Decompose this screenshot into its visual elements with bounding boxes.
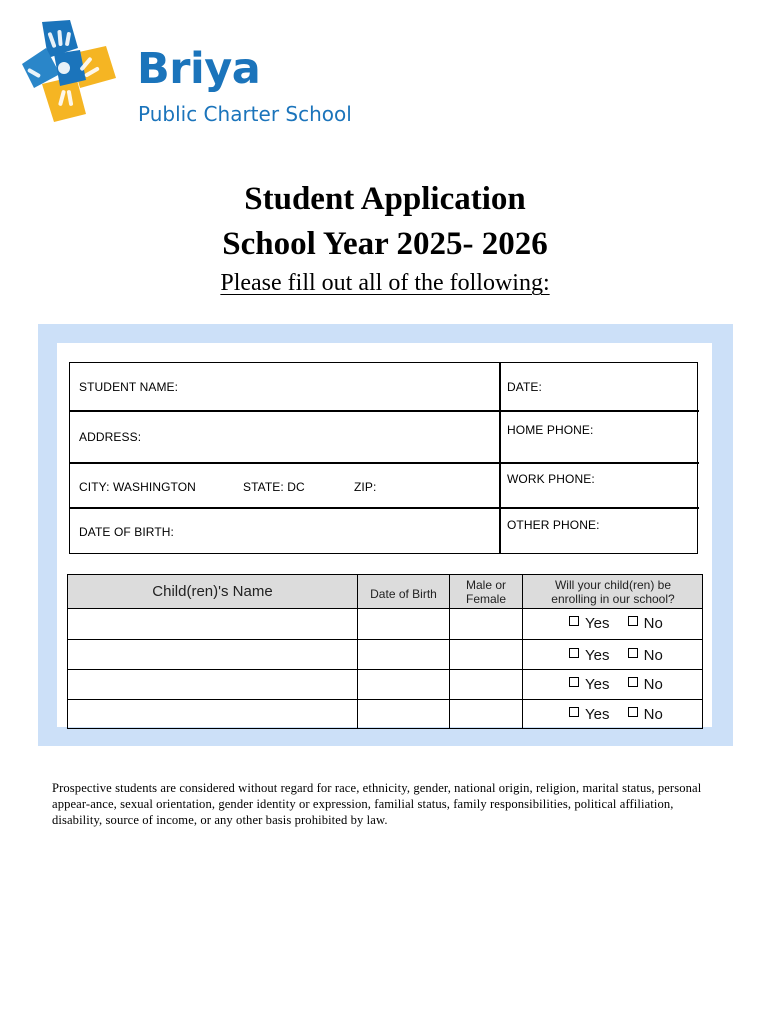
table-row-line	[68, 699, 702, 700]
city-field[interactable]: CITY: WASHINGTON	[79, 480, 196, 494]
yes-checkbox[interactable]	[569, 616, 579, 626]
no-checkbox[interactable]	[628, 677, 638, 687]
address-field[interactable]: ADDRESS:	[79, 430, 142, 444]
zip-field[interactable]: ZIP:	[354, 480, 377, 494]
date-of-birth-header: Date of Birth	[370, 587, 437, 601]
yes-option[interactable]	[569, 615, 609, 632]
info-divider	[499, 363, 501, 553]
work-phone-field[interactable]: WORK PHONE:	[507, 472, 595, 486]
yes-checkbox[interactable]	[569, 648, 579, 658]
no-checkbox[interactable]	[628, 648, 638, 658]
nondiscrimination-statement: Prospective students are considered without regard for race, ethnicity, gender, national origin, religion, marital status, personal appear-ance, sexual orientation, gender identity or expression, familial status, family responsibilities, political affiliation, disability, source of income, or any other basis prohibited by law.	[52, 781, 702, 827]
yes-option[interactable]	[569, 647, 609, 664]
enrolling-header-line1: Will your child(ren) be	[554, 578, 672, 592]
info-row-line	[499, 507, 699, 509]
school-logo	[20, 18, 360, 128]
other-phone-field[interactable]: OTHER PHONE:	[507, 518, 600, 532]
home-phone-field[interactable]: HOME PHONE:	[507, 423, 594, 437]
children-table	[67, 574, 703, 729]
yes-option[interactable]	[569, 706, 609, 723]
yes-checkbox[interactable]	[569, 677, 579, 687]
logo-wordmark: Briya	[137, 44, 261, 94]
no-option[interactable]	[628, 647, 663, 664]
enrolling-header-line2: enrolling in our school?	[551, 592, 675, 606]
no-label: No	[643, 647, 663, 664]
yes-checkbox[interactable]	[569, 707, 579, 717]
instructions-text: Please fill out all of the following:	[220, 270, 550, 296]
yes-label: Yes	[585, 676, 610, 693]
student-name-field[interactable]: STUDENT NAME:	[79, 380, 179, 394]
instructions	[0, 268, 770, 298]
no-option[interactable]	[628, 676, 663, 693]
gender-header-line2: Female	[465, 592, 506, 606]
info-row-line	[70, 507, 499, 509]
date-field[interactable]: DATE:	[507, 380, 542, 394]
no-label: No	[643, 706, 663, 723]
logo-subtitle: Public Charter School	[138, 102, 352, 126]
yes-label: Yes	[585, 647, 610, 664]
date-of-birth-field[interactable]: DATE OF BIRTH:	[79, 525, 174, 539]
child-name-header: Child(ren)'s Name	[152, 583, 273, 600]
yes-option[interactable]	[569, 676, 609, 693]
enroll-choice-row-3	[524, 676, 702, 693]
school-year-title: School Year 2025- 2026	[222, 226, 548, 262]
no-checkbox[interactable]	[628, 616, 638, 626]
state-field[interactable]: STATE: DC	[243, 480, 305, 494]
enroll-choice-row-4	[524, 706, 702, 723]
no-option[interactable]	[628, 615, 663, 632]
gender-header-line1: Male or	[465, 578, 506, 592]
no-label: No	[643, 615, 663, 632]
enroll-choice-row-2	[524, 647, 702, 664]
no-option[interactable]	[628, 706, 663, 723]
yes-label: Yes	[585, 706, 610, 723]
student-info-table	[69, 362, 698, 554]
page-title: Student Application	[244, 181, 526, 217]
table-row-line	[68, 639, 702, 640]
info-row-line	[70, 462, 699, 464]
no-checkbox[interactable]	[628, 707, 638, 717]
no-label: No	[643, 676, 663, 693]
enrolling-header	[523, 578, 703, 606]
yes-label: Yes	[585, 615, 610, 632]
enroll-choice-row-1	[524, 615, 702, 632]
gender-header	[450, 578, 522, 606]
table-row-line	[68, 669, 702, 670]
table-row-line	[68, 608, 702, 609]
info-row-line	[70, 410, 699, 412]
hands-logo-icon	[20, 18, 120, 126]
